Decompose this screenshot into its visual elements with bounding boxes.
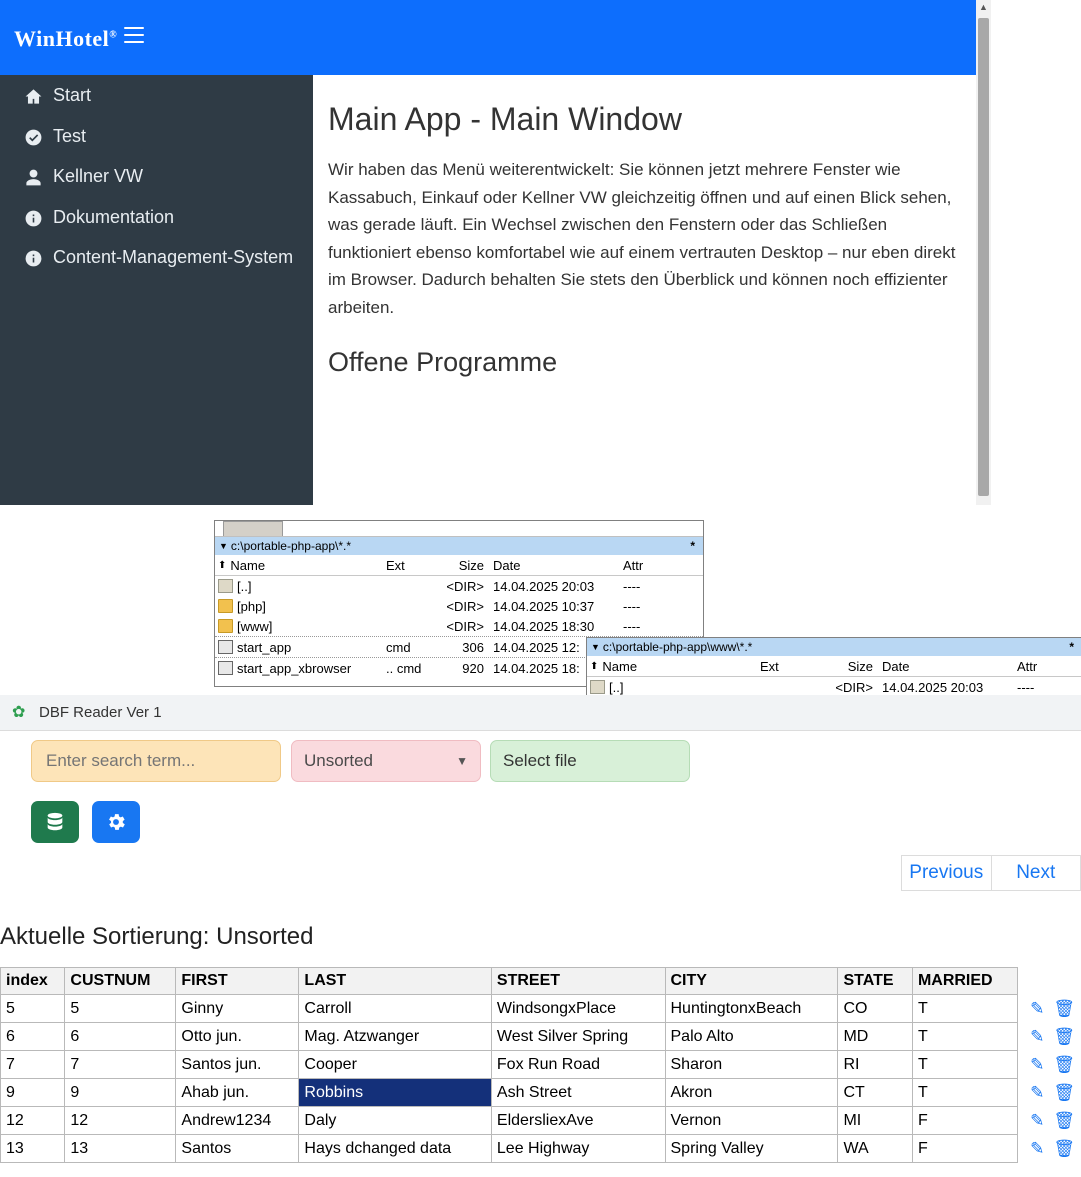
column-header-actions xyxy=(1017,968,1081,995)
sidebar-item-kellner-vw[interactable] xyxy=(0,156,313,197)
cell-city: Sharon xyxy=(665,1051,838,1079)
sort-ascending-icon: ⬆ xyxy=(218,559,227,571)
cell-last[interactable]: Hays dchanged data xyxy=(299,1135,491,1163)
cell-first: Otto jun. xyxy=(176,1023,299,1051)
folder-icon xyxy=(218,619,233,633)
file-date: 14.04.2025 18: xyxy=(493,660,580,676)
file-size: <DIR> xyxy=(446,618,484,634)
sidebar-item-content-management-system[interactable] xyxy=(0,237,313,278)
file-row[interactable] xyxy=(215,576,703,596)
cell-street: Fox Run Road xyxy=(491,1051,665,1079)
cell-state: WA xyxy=(838,1135,913,1163)
file-date: 14.04.2025 20:03 xyxy=(882,679,984,695)
sidebar xyxy=(0,75,313,505)
file-name: [..] xyxy=(237,578,252,594)
file-attr: ---- xyxy=(1017,679,1035,695)
database-icon xyxy=(44,811,66,833)
column-header-state[interactable]: STATE xyxy=(838,968,913,995)
cell-custnum: 7 xyxy=(65,1051,176,1079)
cell-city: Spring Valley xyxy=(665,1135,838,1163)
scroll-up-arrow-icon[interactable]: ▲ xyxy=(979,2,988,12)
hamburger-menu-icon[interactable] xyxy=(124,27,144,45)
file-manager-path-bar[interactable] xyxy=(587,638,1081,656)
file-ext: .. cmd xyxy=(386,660,422,676)
column-header-ext[interactable]: Ext xyxy=(386,557,405,573)
sidebar-item-label: Dokumentation xyxy=(53,206,175,227)
chevron-down-icon[interactable]: ▼ xyxy=(219,541,228,551)
file-size: 920 xyxy=(462,660,484,676)
app-header xyxy=(0,0,976,75)
dbf-toolbar xyxy=(0,731,1081,851)
edit-icon[interactable]: ✎ xyxy=(1030,1082,1045,1102)
sidebar-item-start[interactable] xyxy=(0,75,313,116)
cell-street: Lee Highway xyxy=(491,1135,665,1163)
cell-city: HuntingtonxBeach xyxy=(665,995,838,1023)
main-content xyxy=(313,75,976,505)
cell-custnum: 13 xyxy=(65,1135,176,1163)
row-actions xyxy=(1017,1107,1081,1135)
next-page-button[interactable]: Next xyxy=(1016,862,1056,883)
sidebar-item-label: Kellner VW xyxy=(53,166,144,186)
column-header-first[interactable]: FIRST xyxy=(176,968,299,995)
cell-index: 9 xyxy=(1,1079,65,1107)
chevron-down-icon: ▼ xyxy=(456,754,468,768)
file-size: 306 xyxy=(462,639,484,655)
sidebar-item-label: Test xyxy=(53,125,87,146)
file-manager-path: c:\portable-php-app\*.* xyxy=(230,539,351,553)
file-name: start_app_xbrowser xyxy=(237,660,352,676)
cell-first: Santos xyxy=(176,1135,299,1163)
table-row[interactable] xyxy=(1,1107,1081,1135)
column-header-custnum[interactable]: CUSTNUM xyxy=(65,968,176,995)
file-attr: ---- xyxy=(623,598,641,614)
edit-icon[interactable]: ✎ xyxy=(1030,1026,1045,1046)
cell-last[interactable]: Cooper xyxy=(299,1051,491,1079)
cell-street: WindsongxPlace xyxy=(491,995,665,1023)
file-date: 14.04.2025 10:37 xyxy=(493,598,595,614)
cell-married: T xyxy=(912,1023,1017,1051)
cell-last[interactable]: Carroll xyxy=(299,995,491,1023)
file-manager-path-bar[interactable] xyxy=(215,537,703,555)
up-folder-icon xyxy=(218,579,233,593)
info-icon xyxy=(24,249,43,268)
sort-ascending-icon: ⬆ xyxy=(590,660,599,672)
row-actions xyxy=(1017,1023,1081,1051)
cell-first: Santos jun. xyxy=(176,1051,299,1079)
sort-select[interactable] xyxy=(291,740,481,782)
file-date: 14.04.2025 12: xyxy=(493,639,580,655)
dbf-title: DBF Reader Ver 1 xyxy=(39,704,162,721)
trash-icon[interactable]: 🗑 xyxy=(1053,1054,1075,1074)
column-header-size[interactable]: Size xyxy=(458,557,484,573)
info-icon xyxy=(24,209,43,228)
app-brand xyxy=(14,26,117,52)
cell-custnum: 6 xyxy=(65,1023,176,1051)
settings-button[interactable] xyxy=(92,801,140,843)
trash-icon[interactable]: 🗑 xyxy=(1053,1026,1075,1046)
cell-city: Palo Alto xyxy=(665,1023,838,1051)
column-header-name[interactable]: ⬆ Name xyxy=(218,557,266,573)
table-row[interactable] xyxy=(1,1079,1081,1107)
column-header-last[interactable]: LAST xyxy=(299,968,491,995)
file-ext: cmd xyxy=(386,639,411,655)
cell-married: F xyxy=(912,1135,1017,1163)
cell-last[interactable]: Daly xyxy=(299,1107,491,1135)
edit-icon[interactable]: ✎ xyxy=(1030,1138,1045,1158)
file-row[interactable] xyxy=(587,677,1081,697)
column-header-street[interactable]: STREET xyxy=(491,968,665,995)
sidebar-item-test[interactable] xyxy=(0,116,313,157)
file-filter-star[interactable]: * xyxy=(690,539,695,553)
user-icon xyxy=(24,168,43,187)
cell-state: CT xyxy=(838,1079,913,1107)
sort-select-value: Unsorted xyxy=(304,751,373,770)
cell-married: F xyxy=(912,1107,1017,1135)
column-header-married[interactable]: MARRIED xyxy=(912,968,1017,995)
file-size: <DIR> xyxy=(446,578,484,594)
row-actions xyxy=(1017,1051,1081,1079)
column-header-size[interactable]: Size xyxy=(847,658,873,674)
file-filter-star[interactable]: * xyxy=(1069,640,1074,654)
file-name: start_app xyxy=(237,639,292,655)
file-date: 14.04.2025 18:30 xyxy=(493,618,595,634)
file-date: 14.04.2025 20:03 xyxy=(493,578,595,594)
cell-index: 13 xyxy=(1,1135,65,1163)
scrollbar-thumb[interactable] xyxy=(978,18,989,496)
file-name: [php] xyxy=(237,598,266,614)
file-attr: ---- xyxy=(623,578,641,594)
pagination-controls xyxy=(901,855,1081,891)
database-button[interactable] xyxy=(31,801,79,843)
gear-icon xyxy=(105,811,127,833)
file-manager-column-header xyxy=(587,656,1081,677)
table-row[interactable] xyxy=(1,995,1081,1023)
cell-state: MD xyxy=(838,1023,913,1051)
current-sort-caption: Aktuelle Sortierung: Unsorted xyxy=(0,923,314,950)
cell-state: RI xyxy=(838,1051,913,1079)
dbf-reader-window xyxy=(0,695,1081,1177)
sidebar-item-label: Start xyxy=(53,85,92,105)
trash-icon[interactable]: 🗑 xyxy=(1053,1110,1075,1130)
cmd-file-icon xyxy=(218,640,233,654)
row-actions xyxy=(1017,1135,1081,1163)
sidebar-item-dokumentation[interactable] xyxy=(0,197,313,238)
previous-page-button[interactable]: Previous xyxy=(909,862,984,883)
file-row[interactable] xyxy=(215,616,703,636)
cell-index: 12 xyxy=(1,1107,65,1135)
edit-icon[interactable]: ✎ xyxy=(1030,1054,1045,1074)
folder-icon xyxy=(218,599,233,613)
page-scrollbar[interactable] xyxy=(976,0,991,505)
page-subtitle: Offene Programme xyxy=(328,347,558,378)
cell-married: T xyxy=(912,1079,1017,1107)
cell-city: Akron xyxy=(665,1079,838,1107)
file-select-label: Select file xyxy=(503,751,577,770)
column-header-index[interactable]: index xyxy=(1,968,65,995)
column-header-date[interactable]: Date xyxy=(882,658,910,674)
page-paragraph: Wir haben das Menü weiterentwickelt: Sie können jetzt mehrere Fenster wie Kassabuch, Einkauf oder Kellner VW gleichzeitig öffnen und auf einen Blick sehen, was gerade läuft. Ein Wechsel zwischen den Fenstern oder das Schließen funktioniert ebenso komfortabel wie auf einem vertrauten Desktop – nur eben direkt im Browser. Dadurch behalten Sie stets den Überblick und können noch effizienter arbeiten. xyxy=(328,160,956,317)
edit-icon[interactable]: ✎ xyxy=(1030,998,1045,1018)
chevron-down-icon[interactable]: ▼ xyxy=(591,642,600,652)
up-folder-icon xyxy=(590,680,605,694)
brand-registered-mark: ® xyxy=(109,29,118,41)
page-title: Main App - Main Window xyxy=(328,101,682,137)
column-header-city[interactable]: CITY xyxy=(665,968,838,995)
file-name: [www] xyxy=(237,618,273,634)
cmd-file-icon xyxy=(218,661,233,675)
cell-index: 7 xyxy=(1,1051,65,1079)
file-size: <DIR> xyxy=(446,598,484,614)
cell-street: Ash Street xyxy=(491,1079,665,1107)
column-header-ext[interactable]: Ext xyxy=(760,658,779,674)
file-row[interactable] xyxy=(215,596,703,616)
cell-custnum: 5 xyxy=(65,995,176,1023)
check-circle-icon xyxy=(24,128,43,147)
cell-state: CO xyxy=(838,995,913,1023)
table-row[interactable] xyxy=(1,1023,1081,1051)
edit-icon[interactable]: ✎ xyxy=(1030,1110,1045,1130)
dbf-titlebar xyxy=(0,695,1081,731)
cell-first: Ginny xyxy=(176,995,299,1023)
column-header-date[interactable]: Date xyxy=(493,557,521,573)
cell-married: T xyxy=(912,995,1017,1023)
column-header-name[interactable]: ⬆ Name xyxy=(590,658,638,674)
file-manager-path: c:\portable-php-app\www\*.* xyxy=(602,640,753,654)
cell-married: T xyxy=(912,1051,1017,1079)
row-actions xyxy=(1017,1079,1081,1107)
cell-street: West Silver Spring xyxy=(491,1023,665,1051)
column-header-attr[interactable]: Attr xyxy=(1017,658,1038,674)
column-header-attr[interactable]: Attr xyxy=(623,557,644,573)
sidebar-item-label: Content-Management-System xyxy=(53,247,294,267)
table-header-row xyxy=(1,968,1081,995)
brand-text: WinHotel xyxy=(14,26,110,51)
cell-custnum: 12 xyxy=(65,1107,176,1135)
cell-first: Andrew1234 xyxy=(176,1107,299,1135)
row-actions xyxy=(1017,995,1081,1023)
table-row[interactable] xyxy=(1,1051,1081,1079)
cell-index: 6 xyxy=(1,1023,65,1051)
file-select-button[interactable] xyxy=(490,740,690,782)
file-manager-tab[interactable] xyxy=(223,521,283,536)
cell-index: 5 xyxy=(1,995,65,1023)
trash-icon[interactable]: 🗑 xyxy=(1053,998,1075,1018)
records-table xyxy=(0,967,1081,1163)
cell-street: EldersliexAve xyxy=(491,1107,665,1135)
file-name: [..] xyxy=(609,679,624,695)
cell-custnum: 9 xyxy=(65,1079,176,1107)
search-input[interactable] xyxy=(31,740,281,782)
cell-state: MI xyxy=(838,1107,913,1135)
file-manager-column-header xyxy=(215,555,703,576)
home-icon xyxy=(24,87,43,106)
browser-app-window xyxy=(0,0,991,505)
file-attr: ---- xyxy=(623,618,641,634)
cell-city: Vernon xyxy=(665,1107,838,1135)
trash-icon[interactable]: 🗑 xyxy=(1053,1138,1075,1158)
table-row[interactable] xyxy=(1,1135,1081,1163)
trash-icon[interactable]: 🗑 xyxy=(1053,1082,1075,1102)
file-size: <DIR> xyxy=(835,679,873,695)
app-logo-icon: ✿ xyxy=(12,704,26,721)
cell-last-selected[interactable]: Robbins xyxy=(299,1079,491,1107)
cell-last[interactable]: Mag. Atzwanger xyxy=(299,1023,491,1051)
cell-first: Ahab jun. xyxy=(176,1079,299,1107)
file-manager-tabstrip xyxy=(215,521,703,537)
